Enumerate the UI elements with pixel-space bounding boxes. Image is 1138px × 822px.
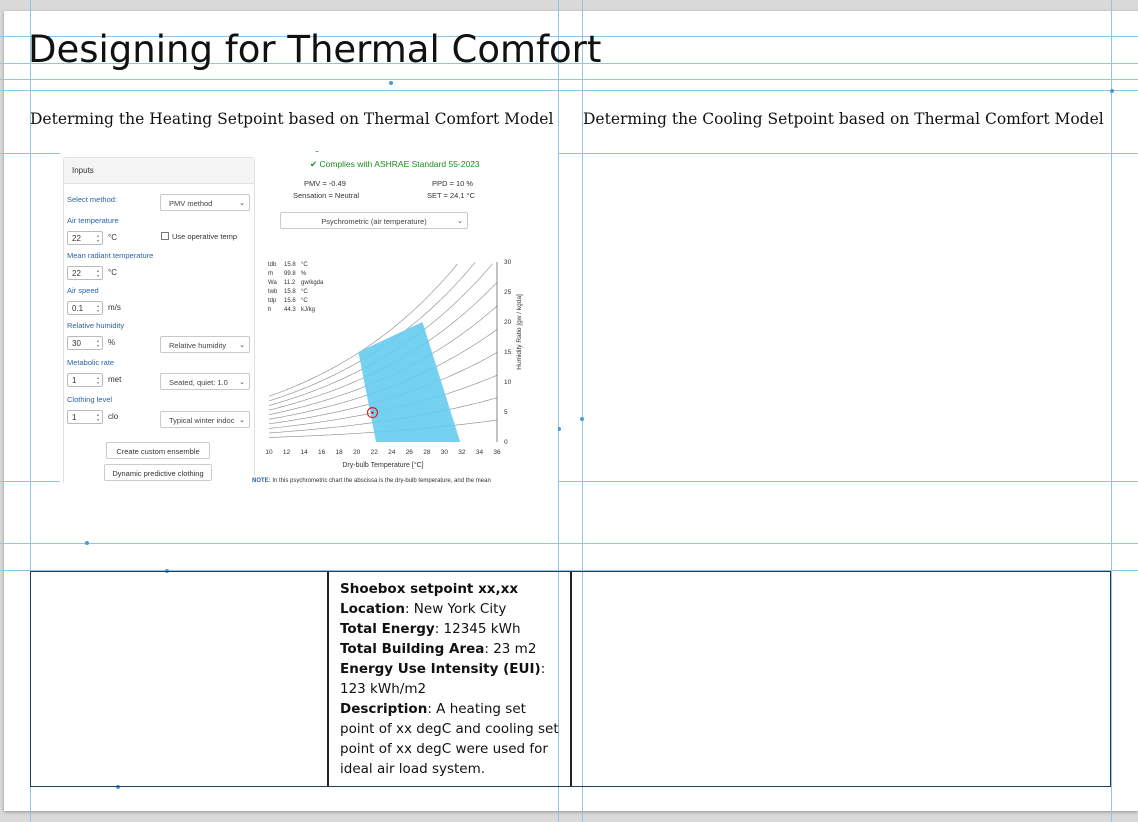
y-tick-label: 10 [504, 379, 512, 386]
clo-value: 1 [72, 413, 77, 422]
note-text: In this psychrometric chart the abscissa is the dry-bulb temperature, and the mean [270, 478, 491, 483]
guide-line [0, 90, 1138, 91]
clo-label: Clothing level [67, 395, 113, 404]
x-tick-label: 22 [370, 449, 378, 456]
readout-unit: °C [301, 298, 308, 304]
readout-value: 15.8 [284, 289, 296, 295]
readout-unit: kJ/kg [301, 307, 316, 313]
x-tick-label: 18 [335, 449, 343, 456]
point-dot [371, 411, 374, 414]
readout-value: 15.6 [284, 298, 296, 304]
air-temp-value: 22 [72, 234, 81, 243]
y-tick-label: 20 [504, 319, 512, 326]
readout-key: rh [268, 271, 274, 277]
guide-handle[interactable] [389, 81, 393, 85]
air-speed-label: Air speed [67, 286, 99, 295]
spinner-icon[interactable]: ▴ ▾ [96, 303, 99, 313]
guide-handle[interactable] [580, 417, 584, 421]
air-speed-value: 0.1 [72, 304, 84, 313]
chevron-down-icon: ⌄ [239, 200, 245, 207]
readout-unit: % [301, 271, 307, 277]
guide-line [0, 79, 1138, 80]
x-tick-label: 10 [265, 449, 273, 456]
readout-value: 44.3 [284, 307, 296, 313]
mrt-label: Mean radiant temperature [67, 251, 154, 260]
page-title: Designing for Thermal Comfort [28, 28, 602, 71]
x-tick-label: 24 [388, 449, 396, 456]
shoebox-info [340, 579, 562, 779]
air-temp-unit: °C [108, 233, 117, 242]
table-divider [570, 572, 572, 786]
readout-key: Wa [268, 280, 277, 286]
x-tick-label: 34 [475, 449, 484, 456]
readout-value: 99.8 [284, 271, 296, 277]
x-tick-label: 26 [405, 449, 413, 456]
cooling-heading: Determing the Cooling Setpoint based on Thermal Comfort Model [583, 110, 1104, 128]
dynamic-clothing-button[interactable]: Dynamic predictive clothing [104, 464, 212, 481]
location-label: Location [340, 601, 405, 617]
y-tick-label: 30 [504, 259, 512, 266]
spinner-icon[interactable]: ▴ ▾ [96, 268, 99, 278]
spinner-icon[interactable]: ▴ ▾ [96, 233, 99, 243]
chevron-down-icon: ⌄ [239, 379, 245, 386]
met-unit: met [108, 375, 122, 384]
chevron-down-icon: ⌄ [239, 342, 245, 349]
note-bold: NOTE: [252, 478, 271, 483]
readout-value: 11.2 [284, 280, 296, 286]
readout-unit: °C [301, 289, 308, 295]
readout-key: tdb [268, 262, 277, 268]
readout-value: 15.8 [284, 262, 296, 268]
area-value: : 23 m2 [484, 641, 537, 657]
x-tick-label: 20 [353, 449, 361, 456]
humidity-type-value: Relative humidity [169, 341, 227, 350]
method-label: Select method: [67, 195, 118, 204]
comfort-zone [358, 322, 460, 442]
x-axis-title: Dry-bulb Temperature [°C] [342, 462, 424, 469]
met-value: 1 [72, 376, 77, 385]
chevron-down-icon: ⌄ [457, 218, 463, 225]
y-axis-title: Humidity Ratio [gw / kgda] [516, 294, 523, 370]
x-tick-label: 30 [440, 449, 449, 456]
x-tick-label: 36 [493, 449, 501, 456]
pmv-value: PMV = -0.49 [304, 179, 346, 188]
x-tick-label: 32 [458, 449, 466, 456]
compliance-status: ✔ Complies with ASHRAE Standard 55-2023 [310, 159, 480, 169]
psychrometric-chart[interactable] [60, 152, 558, 483]
chart-type-value: Psychrometric (air temperature) [321, 217, 427, 226]
readout-key: tdp [268, 298, 277, 304]
activity-value: Seated, quiet: 1.0 [169, 378, 228, 387]
guide-handle[interactable] [1110, 89, 1114, 93]
y-tick-label: 0 [504, 439, 508, 446]
rh-unit: % [108, 338, 116, 347]
sensation-value: Sensation = Neutral [293, 191, 360, 200]
mrt-unit: °C [108, 268, 117, 277]
guide-line [0, 543, 1138, 544]
eui-label: Energy Use Intensity (EUI) [340, 661, 541, 677]
y-tick-label: 5 [504, 409, 508, 416]
clo-unit: clo [108, 412, 119, 421]
table-divider [327, 572, 329, 786]
area-label: Total Building Area [340, 641, 485, 657]
energy-label: Total Energy [340, 621, 435, 637]
spinner-icon[interactable]: ▴ ▾ [96, 375, 99, 385]
clothing-value: Typical winter indoc [169, 416, 235, 425]
y-tick-label: 15 [504, 349, 512, 356]
spinner-icon[interactable]: ▴ ▾ [96, 338, 99, 348]
results-table [30, 571, 1111, 787]
x-tick-label: 16 [317, 449, 326, 456]
set-value: SET = 24.1 °C [427, 191, 476, 200]
rh-label: Relative humidity [67, 321, 125, 330]
psychro-readout [268, 262, 324, 313]
table-cell-left [31, 572, 328, 786]
location-value: : New York City [404, 601, 507, 617]
air-speed-unit: m/s [108, 303, 121, 312]
inputs-header: Inputs [64, 158, 254, 184]
energy-value: : 12345 kWh [434, 621, 521, 637]
x-tick-label: 28 [423, 449, 431, 456]
x-tick-label: 12 [282, 449, 291, 456]
ppd-value: PPD = 10 % [432, 179, 474, 188]
operative-temp-label: Use operative temp [172, 232, 238, 241]
heating-heading: Determing the Heating Setpoint based on Thermal Comfort Model [30, 110, 554, 128]
custom-ensemble-button[interactable]: Create custom ensemble [106, 442, 210, 459]
rh-value: 30 [72, 339, 81, 348]
mrt-value: 22 [72, 269, 81, 278]
readout-unit: °C [301, 262, 308, 268]
readout-unit: gw/kgda [301, 280, 324, 286]
y-tick-label: 25 [504, 289, 512, 296]
shoebox-heading: Shoebox setpoint xx,xx [340, 581, 519, 597]
comfort-tool-image[interactable] [60, 152, 558, 483]
met-label: Metabolic rate [67, 358, 115, 367]
x-tick-label: 14 [300, 449, 308, 456]
eui-value: : 123 kWh/m2 [340, 661, 546, 697]
chart-note [252, 478, 491, 483]
method-select-value: PMV method [169, 199, 213, 208]
chevron-down-icon: ⌄ [239, 417, 245, 424]
air-temp-label: Air temperature [67, 216, 119, 225]
guide-handle[interactable] [85, 541, 89, 545]
guide-line [1111, 0, 1112, 822]
spinner-icon[interactable]: ▴ ▾ [96, 412, 99, 422]
readout-key: h [268, 307, 272, 313]
description-label: Description [340, 701, 428, 717]
description-value: : A heating set point of xx degC and cooling set point of xx degC were used for ideal air load system. [340, 701, 559, 777]
readout-key: twb [268, 289, 278, 295]
